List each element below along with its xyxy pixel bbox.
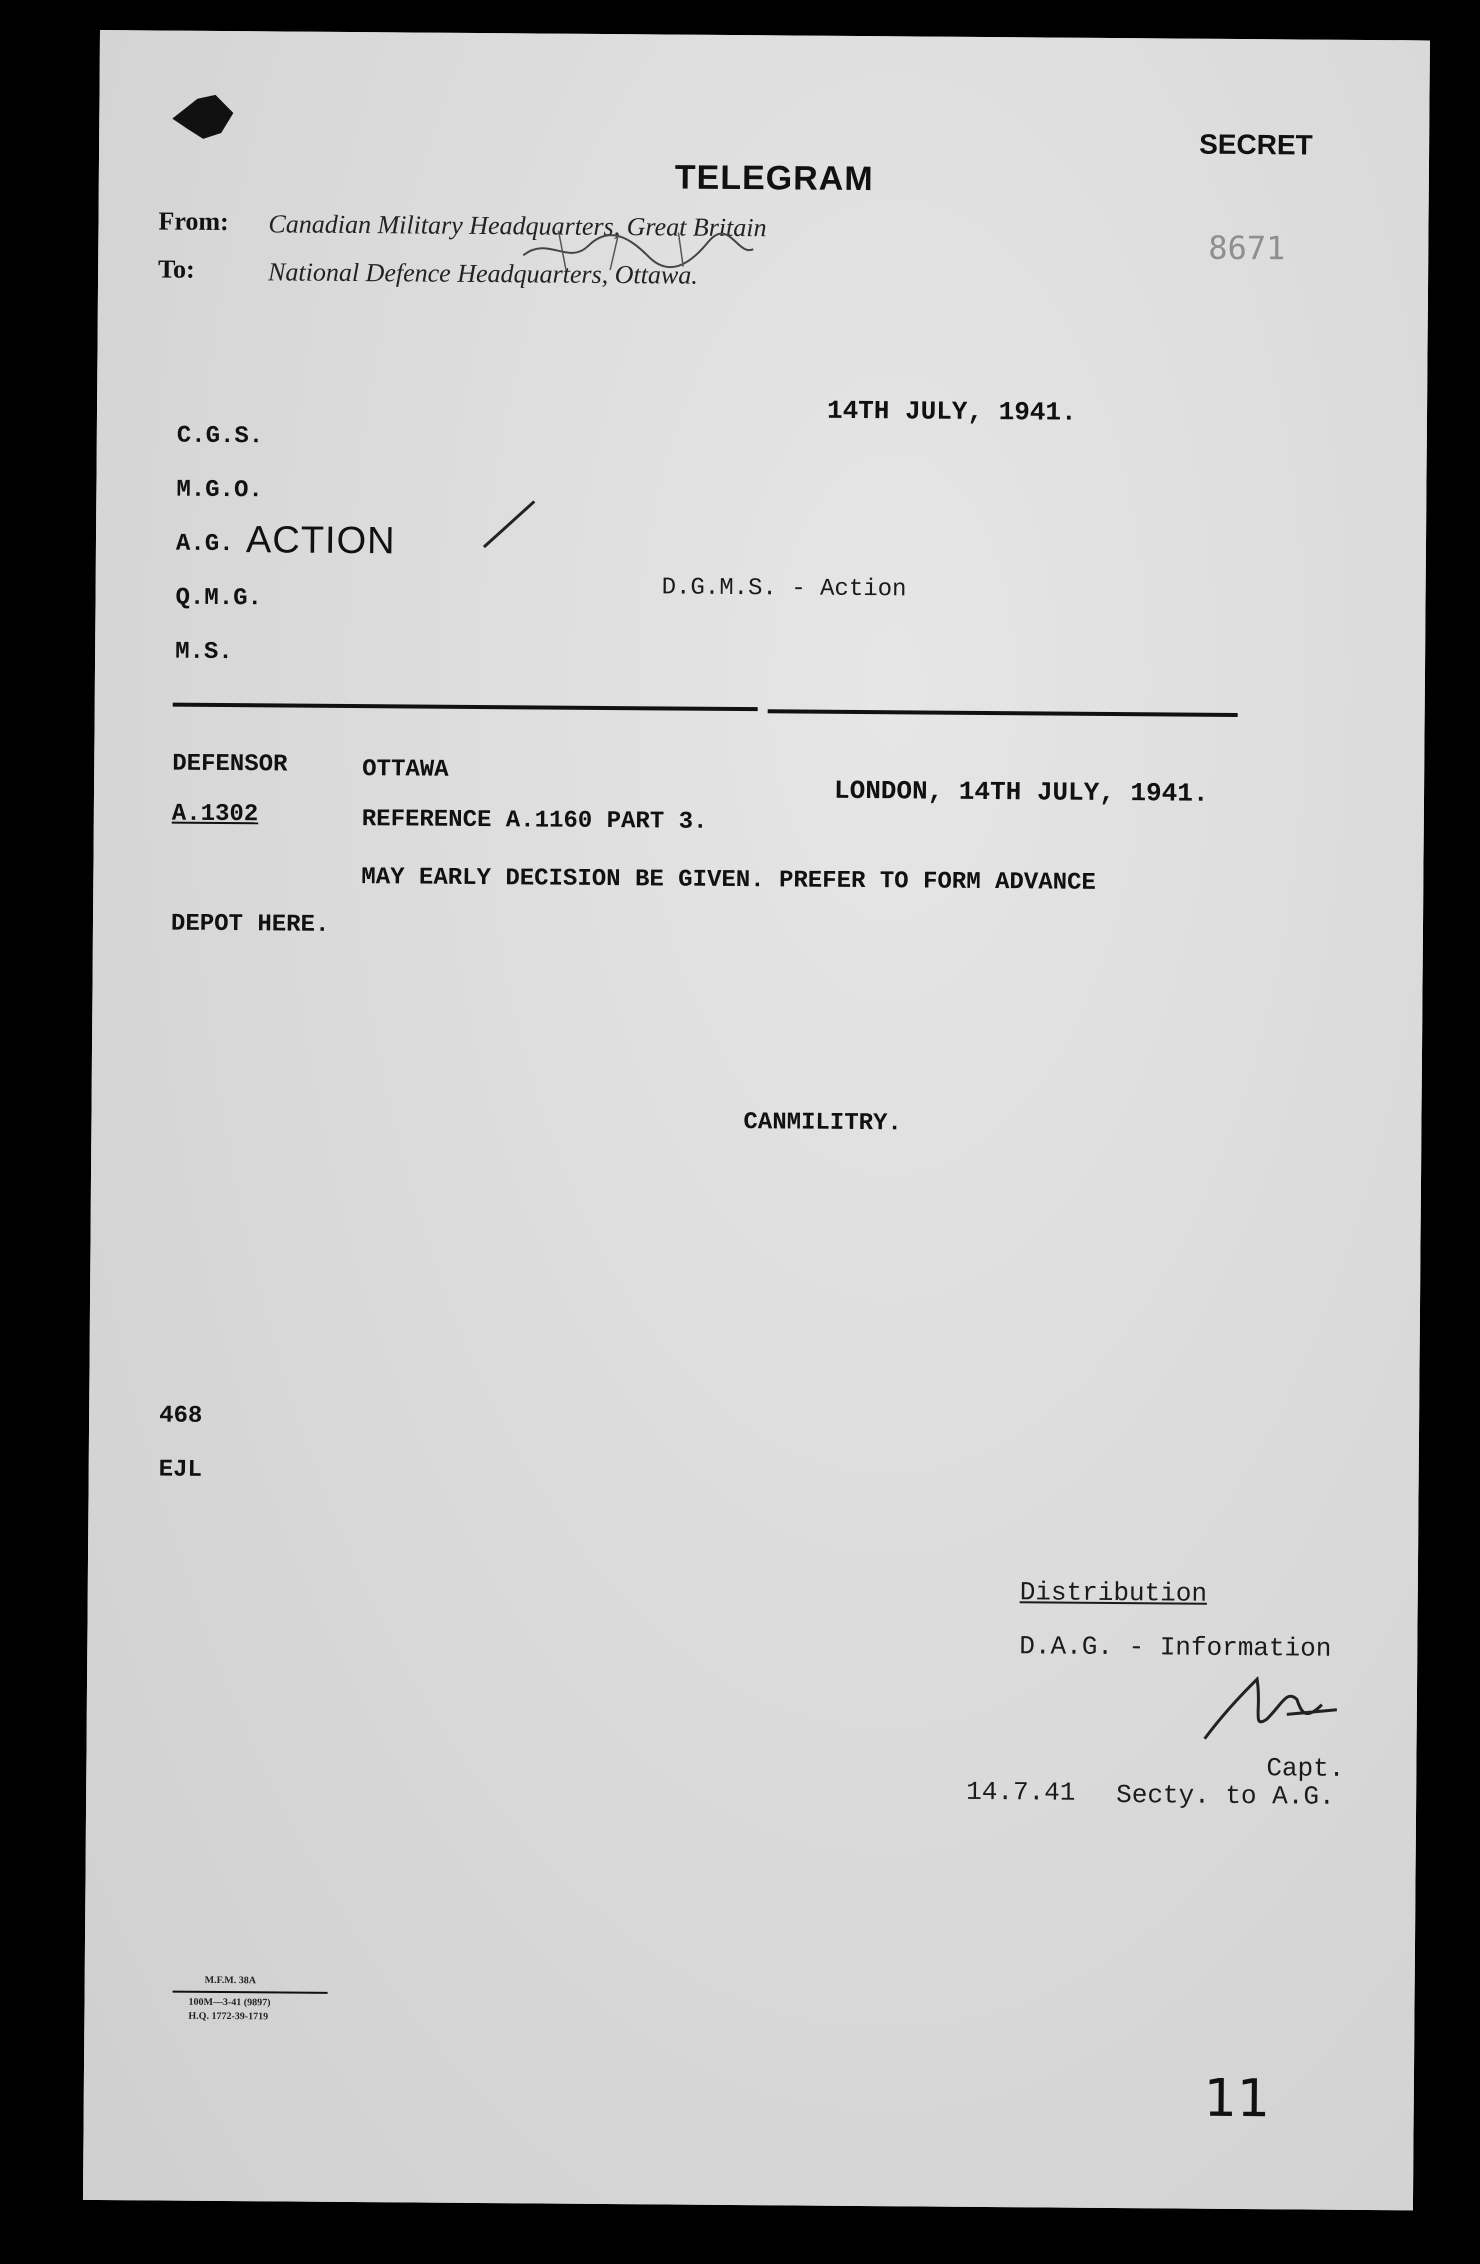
form-line3: H.Q. 1772-39-1719: [188, 2010, 269, 2023]
signatory-title: Secty. to A.G.: [1116, 1780, 1335, 1812]
message-addressee: DEFENSOR: [172, 750, 288, 779]
page-mark: 11: [1203, 2068, 1271, 2130]
message-number: A.1302: [171, 800, 259, 829]
action-stamp: ACTION: [245, 519, 396, 563]
divider-rule-right: [768, 709, 1238, 717]
recipient-ms: M.S.: [175, 638, 233, 667]
signature-date: 14.7.41: [966, 1776, 1076, 1808]
handwritten-signature: [1197, 1669, 1348, 1750]
recipient-ag: A.G.: [175, 530, 234, 559]
message-origin: LONDON, 14TH JULY, 1941.: [833, 775, 1209, 809]
telegram-date: 14TH JULY, 1941.: [826, 395, 1077, 428]
code-number: 468: [159, 1402, 203, 1430]
document-title: TELEGRAM: [674, 158, 874, 199]
handwritten-annotation: [518, 225, 758, 277]
form-line2: 100M—3-41 (9897): [188, 1996, 271, 2009]
message-body-line2: DEPOT HERE.: [170, 910, 330, 939]
check-mark-icon: [480, 495, 540, 555]
distribution-heading: Distribution: [1019, 1577, 1208, 1609]
action-note: D.G.M.S. - Action: [661, 574, 907, 604]
message-city: OTTAWA: [362, 756, 449, 784]
telegram-sheet: [83, 30, 1430, 2210]
recipient-qmg: Q.M.G.: [175, 584, 263, 613]
classification-label: SECRET: [1199, 128, 1313, 161]
corner-blot-icon: [167, 89, 237, 146]
from-value: Canadian Military Headquarters, Great Britain: [268, 209, 767, 243]
to-value: National Defence Headquarters, Ottawa.: [267, 257, 698, 290]
recipient-cgs: C.G.S.: [176, 422, 264, 451]
distribution-line: D.A.G. - Information: [1019, 1631, 1332, 1664]
file-number: 8671: [1208, 228, 1286, 268]
from-label: From:: [158, 206, 229, 237]
operator-initials: EJL: [158, 1456, 203, 1484]
form-id: M.F.M. 38A: [204, 1974, 257, 1987]
message-signoff: CANMILITRY.: [743, 1109, 902, 1138]
message-reference: REFERENCE A.1160 PART 3.: [361, 806, 708, 836]
signatory-rank: Capt.: [1266, 1753, 1345, 1784]
recipient-mgo: M.G.O.: [176, 476, 263, 505]
form-rule: [173, 1991, 328, 1994]
message-body-line1: MAY EARLY DECISION BE GIVEN. PREFER TO FORM ADVANCE: [361, 864, 1096, 897]
divider-rule-left: [173, 703, 758, 712]
to-label: To:: [158, 254, 195, 284]
